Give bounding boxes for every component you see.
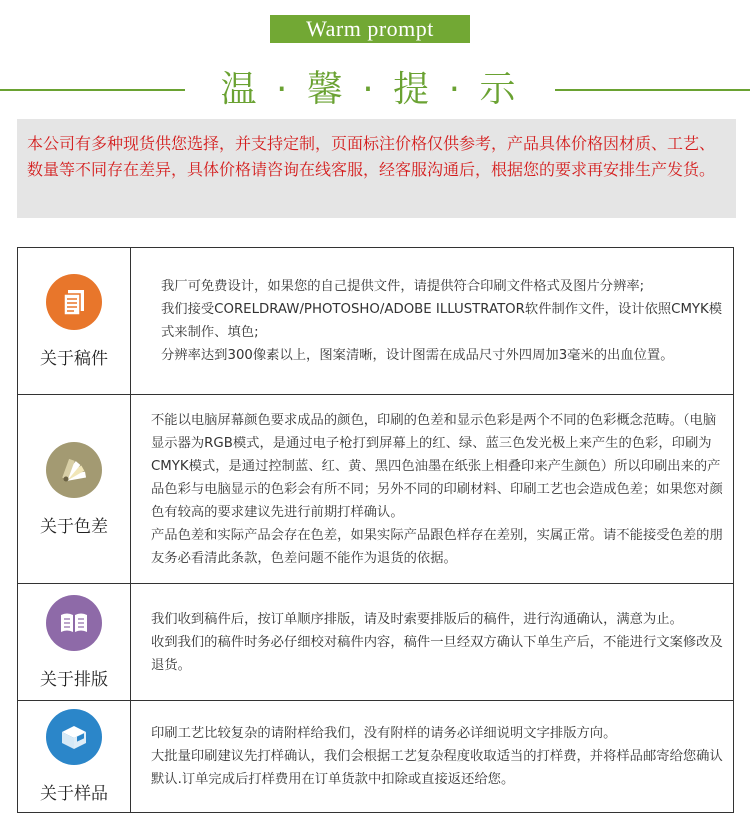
table-row [18, 701, 734, 813]
section-text-cell [131, 395, 734, 584]
section-label: 关于稿件 [40, 348, 108, 369]
table-row [18, 584, 734, 701]
section-label-cell [18, 584, 131, 701]
notice-box [17, 119, 736, 218]
section-label: 关于排版 [40, 669, 108, 690]
table-row [18, 248, 734, 395]
section-text-cell [131, 248, 734, 395]
paragraph: 印刷工艺比较复杂的请附样给我们，没有附样的请务必详细说明文字排版方向。 [151, 726, 617, 741]
section-label-cell [18, 395, 131, 584]
paragraph: 我厂可免费设计，如果您的自己提供文件，请提供符合印刷文件格式及图片分辨率; [161, 279, 645, 294]
paragraph: 分辨率达到300像素以上，图案清晰，设计图需在成品尺寸外四周加3毫米的出血位置。 [161, 348, 674, 363]
open-book-icon [46, 595, 102, 651]
title-divider-left [0, 89, 185, 91]
document-icon [46, 274, 102, 330]
paragraph: 我们接受CORELDRAW/PHOTOSHO/ADOBE ILLUSTRATOR软件制作文件，设计依照CMYK模式来制作、填色; [161, 302, 723, 340]
paragraph: 我们收到稿件后，按订单顺序排版，请及时索要排版后的稿件，进行沟通确认，满意为止。 [151, 611, 683, 627]
paragraph: 产品色差和实际产品会存在色差，如果实际产品跟色样存在差别，实属正常。请不能接受色差的朋友务必看清此条款，色差问题不能作为退货的依据。 [151, 527, 723, 566]
info-table [17, 247, 734, 813]
section-label-cell [18, 701, 131, 813]
title-divider-right [555, 89, 750, 91]
paragraph: 大批量印刷建议先打样确认，我们会根据工艺复杂程度收取适当的打样费，并将样品邮寄给您确认默认.订单完成后打样费用在订单货款中扣除或直接返还给您。 [151, 749, 723, 787]
paragraph: 不能以电脑屏幕颜色要求成品的颜色，印刷的色差和显示色彩是两个不同的色彩概念范畴。（电脑显示器为RGB模式，是通过电子枪打到屏幕上的红、绿、蓝三色发光极上来产生的色彩，印刷为CMYK模式，是通过控制蓝、红、黄、黑四色油墨在纸张上相叠印来产生颜色）所以印刷出来的产品色彩与电脑显示的色彩会有所不同；另外不同的印刷材料、印刷工艺也会造成色差；如果您对颜色有较高的要求建议先进行前期打样确认。 [151, 412, 723, 520]
section-text-cell [131, 701, 734, 813]
sample-box-icon [46, 709, 102, 765]
section-label: 关于样品 [40, 784, 108, 804]
table-row [18, 395, 734, 584]
paragraph: 收到我们的稿件时务必仔细校对稿件内容，稿件一旦经双方确认下单生产后，不能进行文案修改及退货。 [151, 634, 723, 673]
warm-prompt-banner: Warm prompt [270, 15, 470, 43]
notice-text: 本公司有多种现货供您选择，并支持定制，页面标注价格仅供参考，产品具体价格因材质、工艺、数量等不同存在差异，具体价格请咨询在线客服，经客服沟通后，根据您的要求再安排生产发货。 [27, 134, 716, 179]
color-swatch-icon [46, 442, 102, 498]
section-text-cell [131, 584, 734, 701]
section-label: 关于色差 [40, 516, 108, 537]
page-title: 温 · 馨 · 提 · 示 [220, 69, 520, 110]
section-label-cell [18, 248, 131, 395]
